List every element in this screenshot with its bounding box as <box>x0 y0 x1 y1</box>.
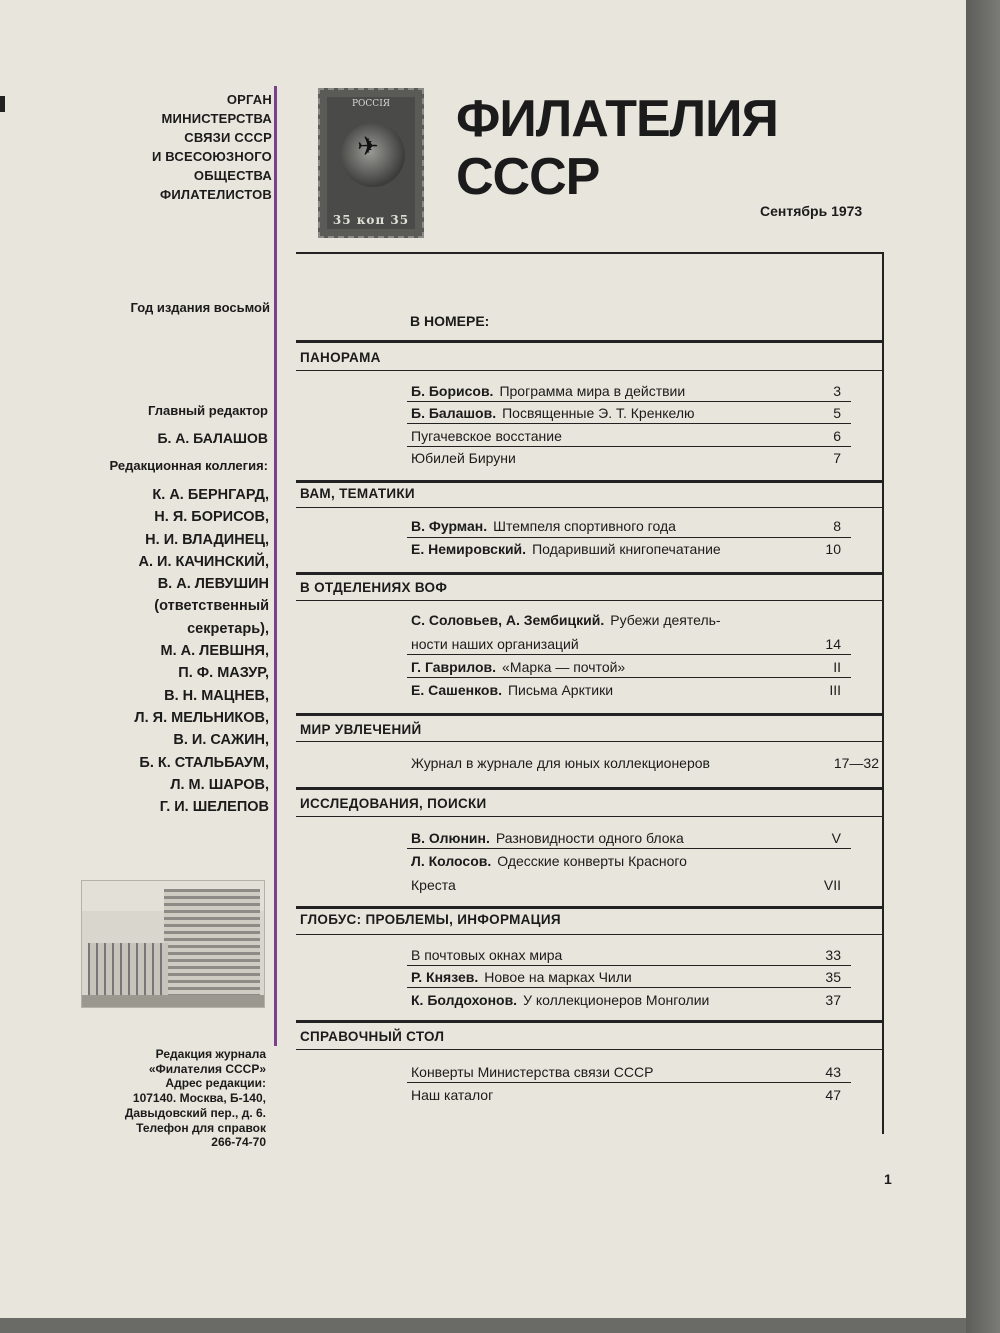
building-wing <box>88 943 168 997</box>
board-member: секретарь), <box>187 620 269 637</box>
entry-page: 14 <box>825 636 841 652</box>
toc-entry <box>411 658 851 676</box>
entry-title: У коллекционеров Монголии <box>523 992 710 1008</box>
entry-author: Б. Балашов. <box>411 405 497 421</box>
entry-page: 33 <box>825 947 841 963</box>
entry-author: Е. Немировский. <box>411 541 527 557</box>
editorial-contacts <box>60 1047 266 1150</box>
building-tower <box>164 889 260 997</box>
board-member: К. А. БЕРНГАРД, <box>152 487 269 503</box>
entry-author: Г. Гаврилов. <box>411 659 497 675</box>
board-member: (ответственный <box>154 598 269 615</box>
org-line: МИНИСТЕРСТВА <box>161 111 272 126</box>
entry-title: ности наших организаций <box>411 636 579 652</box>
entry-page: VII <box>823 877 841 893</box>
org-line: И ВСЕСОЮЗНОГО <box>151 149 272 164</box>
section-title: ВАМ, ТЕМАТИКИ <box>300 486 415 501</box>
title-line-2: СССР <box>456 148 600 206</box>
chief-editor-label: Главный редактор <box>148 403 268 418</box>
toc-entry <box>411 1086 851 1104</box>
section-divider <box>296 572 882 575</box>
airplane-icon: ✈ <box>357 131 379 161</box>
section-divider <box>296 906 882 909</box>
vertical-divider <box>274 86 277 1046</box>
entry-title: «Марка — почтой» <box>502 659 626 675</box>
org-line: СВЯЗИ СССР <box>184 130 272 145</box>
entry-rule <box>407 446 851 447</box>
board-member: В. Н. МАЦНЕВ, <box>164 687 269 704</box>
entry-page: II <box>833 659 841 675</box>
toc-entry <box>411 991 851 1009</box>
section-rule <box>296 934 882 935</box>
contact-line: «Филателия СССР» <box>148 1061 266 1076</box>
entry-title: Штемпеля спортивного года <box>493 518 676 534</box>
entry-rule <box>407 987 851 988</box>
stamp-country: РОССІЯ <box>351 99 391 109</box>
section-divider <box>296 1020 882 1023</box>
entry-page: 5 <box>833 405 841 421</box>
org-line: ОБЩЕСТВА <box>193 168 272 183</box>
entry-rule <box>407 848 851 849</box>
entry-author: Е. Сашенков. <box>411 682 502 698</box>
board-member: Л. М. ШАРОВ, <box>170 776 269 793</box>
entry-page: III <box>829 682 841 698</box>
entry-title: Журнал в журнале для юных коллекционеров <box>411 755 710 771</box>
toc-entry <box>411 968 851 986</box>
table-surface-bottom <box>0 1318 966 1333</box>
toc-entry <box>411 852 851 870</box>
board-member: В. И. САЖИН, <box>173 732 269 749</box>
editorial-board-label: Редакционная коллегия: <box>109 458 268 473</box>
section-divider <box>296 713 882 716</box>
entry-title: Конверты Министерства связи СССР <box>411 1064 654 1080</box>
section-rule <box>296 507 882 508</box>
entry-rule <box>407 423 851 424</box>
toc-entry <box>411 427 851 445</box>
toc-entry <box>411 829 851 847</box>
entry-author: В. Олюнин. <box>411 830 490 846</box>
toc-entry <box>411 946 851 964</box>
table-surface <box>966 0 1000 1333</box>
section-rule <box>296 370 882 371</box>
section-title: СПРАВОЧНЫЙ СТОЛ <box>300 1029 445 1044</box>
entry-title: Одесские конверты Красного <box>497 853 687 869</box>
entry-author: В. Фурман. <box>411 518 488 534</box>
editorial-board-list <box>60 484 269 818</box>
toc-entry <box>411 449 851 467</box>
entry-page: V <box>831 830 841 846</box>
toc-entry <box>411 681 851 699</box>
entry-page: 17—32 <box>833 755 879 771</box>
toc-entry <box>411 754 879 772</box>
title-line-1: ФИЛАТЕЛИЯ <box>456 90 778 148</box>
entry-title: Рубежи деятель- <box>610 612 721 628</box>
entry-title: Пугачевское восстание <box>411 428 562 444</box>
entry-title: Креста <box>411 877 456 893</box>
section-title: ГЛОБУС: ПРОБЛЕМЫ, ИНФОРМАЦИЯ <box>300 912 561 927</box>
entry-title: Разновидности одного блока <box>495 830 684 846</box>
toc-entry <box>411 876 851 894</box>
entry-title: Наш каталог <box>411 1087 494 1103</box>
toc-entry <box>411 635 851 653</box>
chief-editor-name: Б. А. БАЛАШОВ <box>157 430 268 446</box>
toc-entry <box>411 382 851 400</box>
issue-date: Сентябрь 1973 <box>760 203 863 219</box>
entry-rule <box>407 965 851 966</box>
entry-author: К. Болдохонов. <box>411 992 518 1008</box>
board-member: М. А. ЛЕВШНЯ, <box>160 643 269 660</box>
publication-year: Год издания восьмой <box>130 300 270 315</box>
section-divider <box>296 787 882 790</box>
entry-author: Л. Колосов. <box>411 853 492 869</box>
board-member: Б. К. СТАЛЬБАУМ, <box>139 754 269 771</box>
toc-entry <box>411 517 851 535</box>
entry-page: 6 <box>833 428 841 444</box>
entry-title: В почтовых окнах мира <box>411 947 563 963</box>
section-rule <box>296 741 882 742</box>
section-title: ИССЛЕДОВАНИЯ, ПОИСКИ <box>300 796 487 811</box>
org-line: ФИЛАТЕЛИСТОВ <box>160 187 272 202</box>
entry-author: С. Соловьев, А. Зембицкий. <box>411 612 605 628</box>
entry-title: Юбилей Бируни <box>411 450 516 466</box>
stamp-value: 35 коп 35 <box>332 213 410 227</box>
entry-page: 47 <box>825 1087 841 1103</box>
entry-author: Р. Князев. <box>411 969 479 985</box>
entry-title: Новое на марках Чили <box>484 969 632 985</box>
toc-heading: В НОМЕРЕ: <box>410 313 490 329</box>
contact-line: Давыдовский пер., д. 6. <box>124 1105 266 1120</box>
board-member: В. А. ЛЕВУШИН <box>157 576 269 593</box>
toc-entry <box>411 1063 851 1081</box>
contact-line: Адрес редакции: <box>165 1076 266 1091</box>
entry-title: Программа мира в действии <box>499 383 686 399</box>
board-member: Н. И. ВЛАДИНЕЦ, <box>145 531 269 548</box>
toc-entry <box>411 540 851 558</box>
section-title: В ОТДЕЛЕНИЯХ ВОФ <box>300 580 448 595</box>
entry-title: Подаривший книгопечатание <box>532 541 721 557</box>
contact-line: 266-74-70 <box>211 1135 266 1150</box>
entry-rule <box>407 1082 851 1083</box>
contact-line: Редакция журнала <box>155 1047 266 1061</box>
entry-page: 3 <box>833 383 841 399</box>
entry-rule <box>407 401 851 402</box>
contact-line: Телефон для справок <box>136 1120 266 1135</box>
entry-page: 35 <box>825 969 841 985</box>
photo-ground <box>82 995 264 1007</box>
contact-line: 107140. Москва, Б-140, <box>132 1091 266 1106</box>
entry-page: 10 <box>825 541 841 557</box>
section-divider <box>296 340 882 343</box>
entry-title: Посвященные Э. Т. Кренкелю <box>502 405 695 421</box>
publisher-organization <box>150 90 272 204</box>
board-member: П. Ф. МАЗУР, <box>178 665 269 682</box>
board-member: Г. И. ШЕЛЕПОВ <box>159 799 269 816</box>
section-rule <box>296 816 882 817</box>
entry-title: Письма Арктики <box>507 682 614 698</box>
entry-rule <box>407 537 851 538</box>
entry-rule <box>407 654 851 655</box>
entry-page: 8 <box>833 518 841 534</box>
entry-page: 37 <box>825 992 841 1008</box>
section-rule <box>296 1049 882 1050</box>
stamp-field <box>327 97 415 229</box>
toc-entry <box>411 404 851 422</box>
org-line: ОРГАН <box>226 92 272 107</box>
editorial-building-photo <box>81 880 265 1008</box>
magazine-title <box>456 90 778 206</box>
board-member: Н. Я. БОРИСОВ, <box>154 509 269 526</box>
postage-stamp-image <box>318 88 424 238</box>
entry-page: 7 <box>833 450 841 466</box>
entry-rule <box>407 677 851 678</box>
section-title: МИР УВЛЕЧЕНИЙ <box>300 722 422 737</box>
toc-entry <box>411 611 851 629</box>
entry-page: 43 <box>825 1064 841 1080</box>
section-divider <box>296 480 882 483</box>
page-number: 1 <box>884 1171 892 1187</box>
edge-mark <box>0 96 5 112</box>
board-member: А. И. КАЧИНСКИЙ, <box>138 553 269 570</box>
board-member: Л. Я. МЕЛЬНИКОВ, <box>134 709 269 726</box>
section-rule <box>296 600 882 601</box>
entry-author: Б. Борисов. <box>411 383 494 399</box>
section-title: ПАНОРАМА <box>300 350 381 365</box>
